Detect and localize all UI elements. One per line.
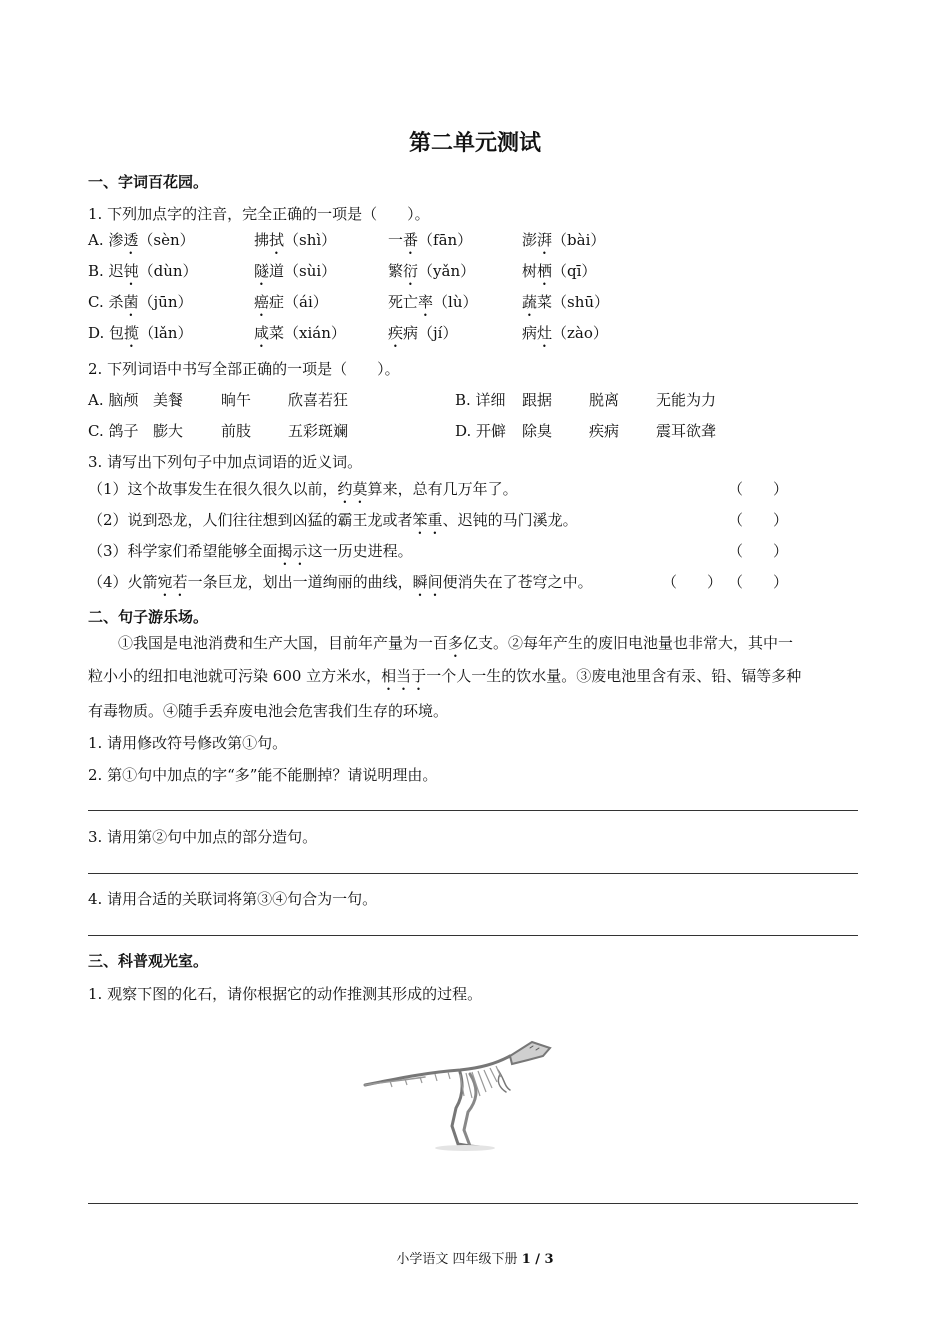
q2-word: 膨大 [153, 422, 184, 440]
q2-word: D. 开僻 [455, 422, 507, 440]
q1-option-item: 癌症（ái） [254, 293, 328, 311]
footer [0, 1248, 950, 1267]
q1-option-item: 咸菜（xián） [254, 324, 346, 342]
section-2-heading: 二、句子游乐场。 [88, 608, 209, 626]
answer-line[interactable] [88, 1203, 858, 1204]
q2-word: 疾病 [589, 422, 620, 440]
q1-stem: 1. 下列加点字的注音，完全正确的一项是（ ）。 [88, 205, 430, 223]
q1-option-item: 蔬菜（shū） [522, 293, 610, 311]
answer-line[interactable] [88, 810, 858, 811]
s3-q1: 1. 观察下图的化石，请你根据它的动作推测其形成的过程。 [88, 985, 483, 1003]
footer-text: 小学语文 四年级下册 [396, 1252, 522, 1267]
q2-word: 除臭 [522, 422, 553, 440]
answer-blank[interactable]: （ ） [662, 573, 723, 591]
q1-option-item: 树栖（qī） [522, 262, 597, 280]
q1-option-item: 澎湃（bài） [522, 231, 606, 249]
s2-q3: 3. 请用第②句中加点的部分造句。 [88, 828, 318, 846]
fossil-leg [464, 1074, 480, 1147]
q2-word: 脱离 [589, 391, 620, 409]
q1-option-item: 疾病（jí） [388, 324, 458, 342]
page-title: 第二单元测试 [408, 130, 541, 156]
q2-word: 跟据 [522, 391, 553, 409]
section-3-heading: 三、科普观光室。 [88, 952, 209, 970]
q2-word: 晌午 [221, 391, 252, 409]
q1-option-item: 病灶（zào） [522, 324, 608, 342]
answer-blank[interactable]: （ ） [728, 542, 789, 560]
q2-word: 欣喜若狂 [288, 391, 349, 409]
q1-option-item: B. 迟钝（dùn） [88, 262, 198, 280]
section-1-heading: 一、字词百花园。 [88, 173, 209, 191]
q2-word: B. 详细 [455, 391, 506, 409]
q1-option-item: 拂拭（shì） [254, 231, 337, 249]
answer-line[interactable] [88, 873, 858, 874]
q2-word: A. 脑颅 [88, 391, 139, 409]
answer-blank[interactable]: （ ） [728, 511, 789, 529]
q2-word: 前肢 [221, 422, 252, 440]
passage-line-3: 有毒物质。④随手丢弃废电池会危害我们生存的环境。 [88, 702, 449, 720]
q3-sentence: （4）火箭宛若一条巨龙，划出一道绚丽的曲线，瞬间便消失在了苍穹之中。 [88, 573, 593, 591]
q1-option-item: 一番（fān） [388, 231, 473, 249]
q1-option-item: C. 杀菌（jūn） [88, 293, 193, 311]
answer-line[interactable] [88, 935, 858, 936]
q1-option-item: 死亡率（lù） [388, 293, 478, 311]
q1-option-item: D. 包揽（lǎn） [88, 324, 193, 342]
passage-line-1: ①我国是电池消费和生产大国，目前年产量为一百多亿支。②每年产生的废旧电池量也非常大，其中一 [118, 634, 794, 652]
s2-q1: 1. 请用修改符号修改第①句。 [88, 734, 288, 752]
q3-sentence: （3）科学家们希望能够全面揭示这一历史进程。 [88, 542, 413, 560]
s2-q2: 2. 第①句中加点的字“多”能不能删掉？请说明理由。 [88, 766, 438, 784]
fossil-skull [510, 1042, 550, 1064]
q1-option-item: 隧道（sùi） [254, 262, 337, 280]
q1-option-item: 繁衍（yǎn） [388, 262, 476, 280]
page-number: 1 / 3 [521, 1252, 554, 1267]
q2-word: 五彩斑斓 [288, 422, 349, 440]
s2-q4: 4. 请用合适的关联词将第③④句合为一句。 [88, 890, 378, 908]
q2-stem: 2. 下列词语中书写全部正确的一项是（ ）。 [88, 360, 400, 378]
q2-word: 震耳欲聋 [656, 422, 717, 440]
q3-sentence: （2）说到恐龙，人们往往想到凶猛的霸王龙或者笨重、迟钝的马门溪龙。 [88, 511, 578, 529]
q2-word: 美餐 [153, 391, 184, 409]
passage-line-2: 粒小小的纽扣电池就可污染 600 立方米水，相当于一个人一生的饮水量。③废电池里含有汞、铅、镉等多种 [88, 667, 802, 685]
q3-sentence: （1）这个故事发生在很久很久以前，约莫算来，总有几万年了。 [88, 480, 518, 498]
q1-option-item: A. 渗透（sèn） [88, 231, 195, 249]
dinosaur-fossil-image [360, 1030, 560, 1155]
q3-stem: 3. 请写出下列句子中加点词语的近义词。 [88, 453, 363, 471]
answer-blank[interactable]: （ ） [728, 480, 789, 498]
q2-word: 无能为力 [656, 391, 717, 409]
answer-blank[interactable]: （ ） [728, 573, 789, 591]
q2-word: C. 鸽子 [88, 422, 139, 440]
